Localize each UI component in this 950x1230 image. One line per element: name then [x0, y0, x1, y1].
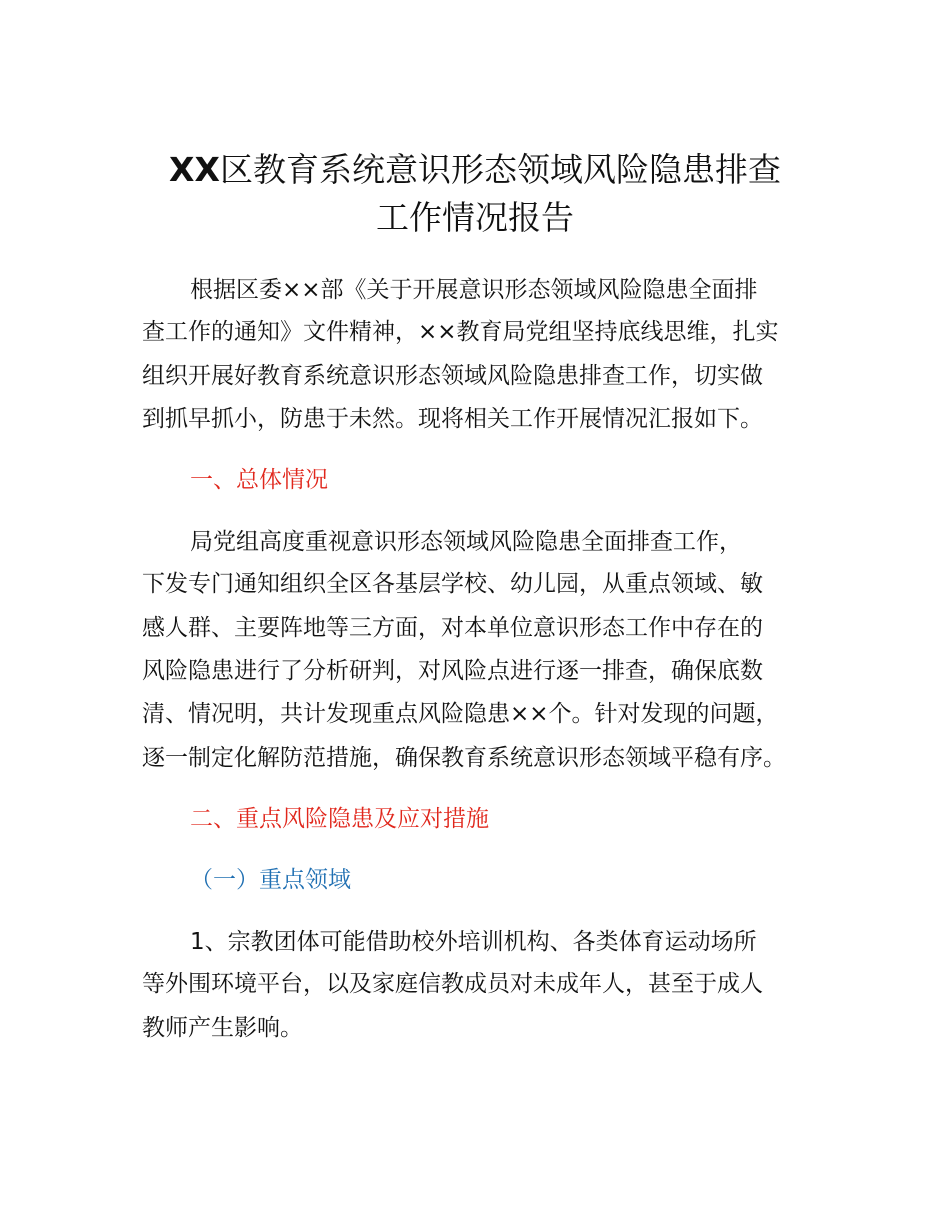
intro-line: 组织开展好教育系统意识形态领域风险隐患排查工作，切实做	[142, 363, 763, 389]
section1-line: 感人群、主要阵地等三方面，对本单位意识形态工作中存在的	[142, 615, 763, 641]
section1-line: 清、情况明，共计发现重点风险隐患××个。针对发现的问题，	[142, 701, 779, 727]
intro-line: 查工作的通知》文件精神，××教育局党组坚持底线思维，扎实	[142, 319, 779, 345]
section1-line: 局党组高度重视意识形态领域风险隐患全面排查工作，	[190, 529, 742, 555]
document-title-line-2: 工作情况报告	[376, 198, 574, 237]
section1-line: 下发专门通知组织全区各基层学校、幼儿园，从重点领域、敏	[142, 571, 763, 597]
intro-line: 根据区委××部《关于开展意识形态领域风险隐患全面排	[190, 277, 758, 303]
subsection1-line: 教师产生影响。	[142, 1015, 303, 1041]
subsection1-line: 1、宗教团体可能借助校外培训机构、各类体育运动场所	[190, 929, 757, 955]
subsection-heading-key-areas: （一）重点领域	[190, 867, 351, 893]
section1-line: 风险隐患进行了分析研判，对风险点进行逐一排查，确保底数	[142, 658, 763, 684]
section-heading-risks: 二、重点风险隐患及应对措施	[190, 806, 489, 832]
document-title-line-1	[0, 148, 950, 192]
title-prefix: XX	[169, 150, 220, 189]
section-heading-overview: 一、总体情况	[190, 467, 328, 493]
subsection1-line: 等外围环境平台，以及家庭信教成员对未成年人，甚至于成人	[142, 971, 763, 997]
title-rest: 区教育系统意识形态领域风险隐患排查	[219, 150, 781, 189]
section1-line: 逐一制定化解防范措施，确保教育系统意识形态领域平稳有序。	[142, 745, 786, 771]
intro-line: 到抓早抓小，防患于未然。现将相关工作开展情况汇报如下。	[142, 406, 763, 432]
